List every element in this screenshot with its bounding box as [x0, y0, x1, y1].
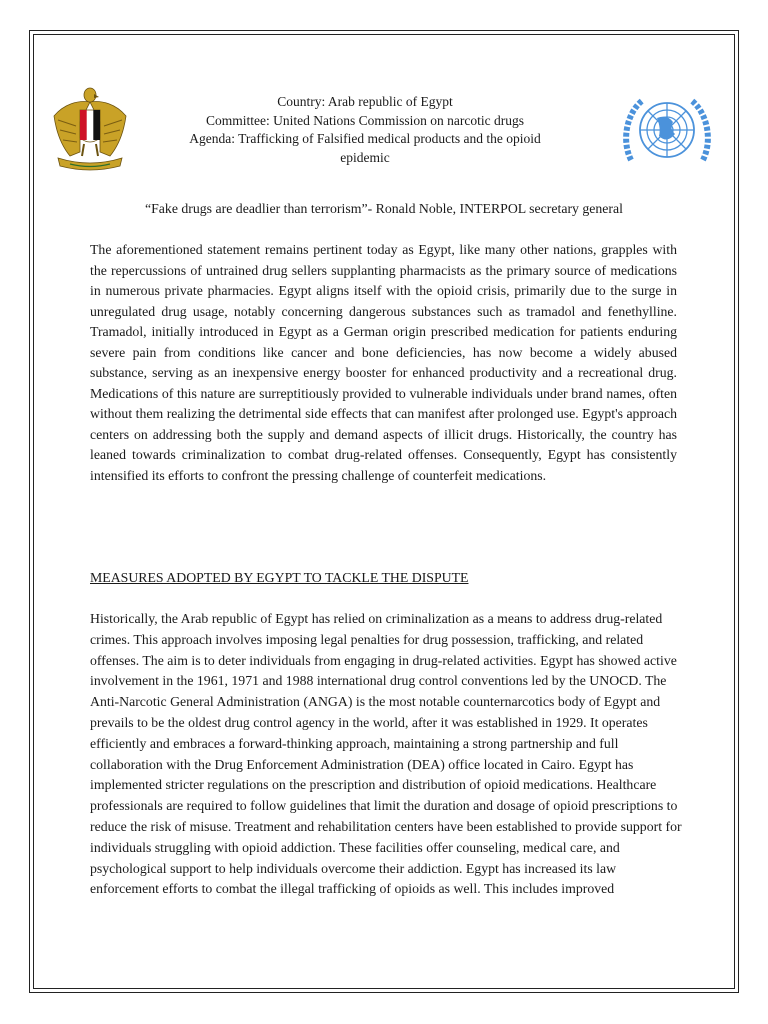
egypt-eagle-emblem-icon — [50, 82, 130, 172]
measures-paragraph: Historically, the Arab republic of Egypt has relied on criminalization as a means to address drug-related crimes. This approach involves imposing legal penalties for drug possession, trafficking, and related offenses. The aim is to deter individuals from engaging in drug-related activities. Egypt has showed active involvement in the 1961, 1971 and 1988 international drug control conventions led by the UNOCD. The Anti-Narcotic General Administration (ANGA) is the most notable counternarcotics body of Egypt and prevails to be the oldest drug control agency in the world, after it was established in 1929. It operates efficiently and embraces a forward-thinking approach, maintaining a strong partnership and full collaboration with the Drug Enforcement Administration (DEA) office located in Cairo. Egypt has implemented stricter regulations on the prescription and distribution of opioid medications. Healthcare professionals are required to follow guidelines that limit the duration and dosage of opioid prescriptions to reduce the risk of misuse. Treatment and rehabilitation centers have been established to provide support for individuals struggling with opioid addiction. These facilities offer counseling, medical care, and psychological support to help individuals overcome their addiction. Egypt has increased its law enforcement efforts to combat the illegal trafficking of opioids as well. This includes improved — [90, 611, 682, 897]
section-heading: MEASURES ADOPTED BY EGYPT TO TACKLE THE DISPUTE — [90, 570, 469, 585]
opening-quote: “Fake drugs are deadlier than terrorism”- Ronald Noble, INTERPOL secretary general — [145, 201, 623, 216]
agenda-line-continued: epidemic — [340, 149, 390, 165]
agenda-line: Agenda: Trafficking of Falsified medical products and the opioid — [189, 131, 541, 146]
committee-line: Committee: United Nations Commission on narcotic drugs — [206, 112, 524, 128]
united-nations-emblem-icon — [623, 94, 711, 166]
document-header — [160, 93, 570, 167]
intro-paragraph: The aforementioned statement remains pertinent today as Egypt, like many other nations, grapples with the repercussions of untrained drug sellers supplanting pharmacists as the primary source of medications in numerous private pharmacies. Egypt aligns itself with the opioid crisis, primarily due to the surge in unregulated drug usage, notably concerning dangerous substances such as tramadol and fenethylline. Tramadol, initially introduced in Egypt as a German origin prescribed medication for patients enduring severe pain from conditions like cancer and bone deficiencies, has now become a widely abused substance, serving as an inexpensive energy booster for enhanced productivity and a recreational drug. Medications of this nature are surreptitiously provided to vulnerable individuals under brand names, often without them realizing the detrimental side effects that can manifest after prolonged use. Egypt's approach centers on addressing both the supply and demand aspects of illicit drugs. Historically, the country has leaned towards criminalization to combat drug-related offenses. Consequently, Egypt has consistently intensified its efforts to confront the pressing challenge of counterfeit medications. — [90, 242, 677, 483]
country-line: Country: Arab republic of Egypt — [277, 94, 453, 109]
